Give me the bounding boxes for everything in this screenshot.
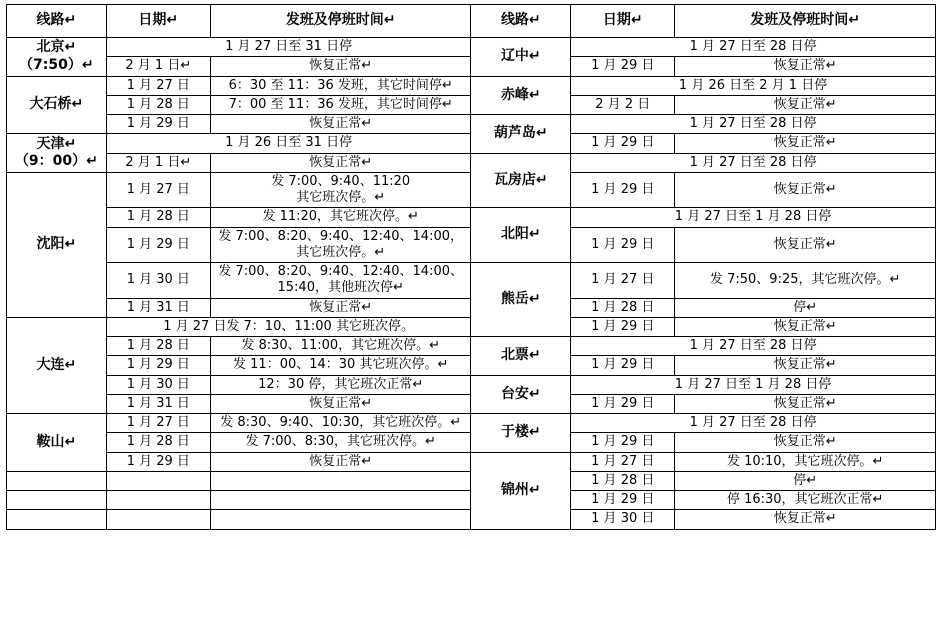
route-name-line: 赤峰↵ bbox=[500, 86, 541, 103]
schedule-info-line: 其它班次停。↵ bbox=[296, 190, 386, 205]
empty-cell bbox=[106, 491, 210, 510]
schedule-info-cell: 12：30 停，其它班次正常↵ bbox=[210, 375, 471, 394]
schedule-date-cell: 1 月 28 日 bbox=[106, 433, 210, 452]
schedule-info-cell: 恢复正常↵ bbox=[675, 172, 936, 208]
schedule-info-cell: 恢复正常↵ bbox=[675, 433, 936, 452]
route-name-cell bbox=[471, 76, 571, 115]
route-name-cell bbox=[471, 337, 571, 376]
schedule-info-cell: 发 11：00、14：30 其它班次停。↵ bbox=[210, 356, 471, 375]
empty-cell bbox=[106, 510, 210, 529]
route-name-line: 锦州↵ bbox=[500, 481, 541, 498]
schedule-info-cell: 发 8:30、9:40、10:30，其它班次停。↵ bbox=[210, 414, 471, 433]
schedule-date-cell: 2 月 1 日↵ bbox=[106, 57, 210, 76]
schedule-date-cell: 1 月 30 日 bbox=[571, 510, 675, 529]
schedule-info-cell: 恢复正常↵ bbox=[210, 57, 471, 76]
route-name-line: 北京↵ bbox=[36, 39, 77, 56]
schedule-info-cell: 发 7:00、8:30，其它班次停。↵ bbox=[210, 433, 471, 452]
empty-cell bbox=[7, 510, 107, 529]
schedule-date-cell: 1 月 29 日 bbox=[571, 172, 675, 208]
route-name-cell bbox=[7, 134, 107, 173]
schedule-date-cell: 1 月 29 日 bbox=[106, 356, 210, 375]
schedule-date-cell: 1 月 28 日 bbox=[571, 298, 675, 317]
schedule-info-cell: 停 16:30，其它班次正常↵ bbox=[675, 491, 936, 510]
schedule-note-cell: 1 月 27 日至 31 日停 bbox=[106, 38, 471, 57]
schedule-date-cell: 1 月 27 日 bbox=[106, 172, 210, 208]
schedule-date-cell: 1 月 29 日 bbox=[571, 317, 675, 336]
schedule-date-cell: 1 月 28 日 bbox=[106, 95, 210, 114]
schedule-info-line: 发 7:00、8:20、9:40、12:40、14:00， bbox=[218, 228, 463, 244]
schedule-date-cell: 1 月 27 日 bbox=[571, 452, 675, 471]
schedule-info-cell: 恢复正常↵ bbox=[675, 317, 936, 336]
schedule-info-cell: 恢复正常↵ bbox=[210, 452, 471, 471]
schedule-date-cell: 2 月 2 日 bbox=[571, 95, 675, 114]
route-name-cell bbox=[471, 153, 571, 208]
empty-cell bbox=[7, 471, 107, 490]
schedule-info-cell: 恢复正常↵ bbox=[210, 115, 471, 134]
route-name-cell bbox=[7, 172, 107, 317]
route-name-cell bbox=[471, 414, 571, 453]
schedule-info-line: 15:40，其他班次停↵ bbox=[277, 280, 404, 296]
table-row bbox=[7, 153, 936, 172]
table-row bbox=[7, 414, 936, 433]
route-name-line: 辽中↵ bbox=[500, 48, 541, 64]
schedule-info-cell: 6：30 至 11：36 发班，其它时间停↵ bbox=[210, 76, 471, 95]
route-name-cell bbox=[471, 263, 571, 337]
schedule-info-cell: 恢复正常↵ bbox=[675, 356, 936, 375]
route-name-line: 瓦房店↵ bbox=[493, 171, 548, 188]
schedule-info-cell: 恢复正常↵ bbox=[210, 153, 471, 172]
header-date-left: 日期↵ bbox=[106, 5, 210, 38]
schedule-date-cell: 1 月 29 日 bbox=[571, 491, 675, 510]
route-name-cell bbox=[7, 414, 107, 472]
schedule-info-cell bbox=[210, 263, 471, 299]
table-row bbox=[7, 76, 936, 95]
schedule-info-cell: 恢复正常↵ bbox=[675, 227, 936, 263]
route-name-cell bbox=[471, 452, 571, 529]
empty-cell bbox=[210, 471, 471, 490]
header-route-left: 线路↵ bbox=[7, 5, 107, 38]
route-name-cell bbox=[471, 38, 571, 77]
schedule-date-cell: 1 月 31 日 bbox=[106, 394, 210, 413]
route-name-line: 北阳↵ bbox=[500, 226, 541, 243]
bus-schedule-table bbox=[6, 4, 936, 530]
schedule-date-cell: 1 月 29 日 bbox=[571, 356, 675, 375]
route-name-line: （7:50）↵ bbox=[19, 56, 94, 73]
schedule-note-cell: 1 月 27 日至 28 日停 bbox=[571, 115, 936, 134]
schedule-info-cell: 停↵ bbox=[675, 471, 936, 490]
schedule-info-cell: 恢复正常↵ bbox=[675, 57, 936, 76]
schedule-note-cell: 1 月 27 日至 28 日停 bbox=[571, 414, 936, 433]
schedule-date-cell: 1 月 29 日 bbox=[571, 433, 675, 452]
schedule-note-cell: 1 月 26 日至 31 日停 bbox=[106, 134, 471, 153]
table-row bbox=[7, 115, 936, 134]
schedule-date-cell: 1 月 28 日 bbox=[106, 337, 210, 356]
schedule-date-cell: 1 月 29 日 bbox=[106, 227, 210, 263]
schedule-document bbox=[0, 4, 944, 629]
schedule-date-cell: 1 月 27 日 bbox=[571, 263, 675, 299]
header-route-right: 线路↵ bbox=[471, 5, 571, 38]
table-row bbox=[7, 263, 936, 299]
schedule-info-line: 其它班次停。↵ bbox=[296, 244, 386, 260]
schedule-date-cell: 1 月 30 日 bbox=[106, 263, 210, 299]
schedule-info-cell: 发 7:50、9:25，其它班次停。↵ bbox=[675, 263, 936, 299]
route-name-line: 葫芦岛↵ bbox=[493, 125, 548, 141]
schedule-date-cell: 1 月 31 日 bbox=[106, 298, 210, 317]
route-name-line: 熊岳↵ bbox=[500, 290, 541, 307]
schedule-date-cell: 1 月 29 日 bbox=[571, 134, 675, 153]
schedule-info-cell: 发 11:20，其它班次停。↵ bbox=[210, 208, 471, 227]
schedule-info-cell bbox=[210, 227, 471, 263]
schedule-info-cell: 恢复正常↵ bbox=[675, 510, 936, 529]
schedule-date-cell: 1 月 27 日 bbox=[106, 76, 210, 95]
schedule-table-body bbox=[7, 5, 936, 530]
route-name-line: 台安↵ bbox=[500, 385, 541, 402]
route-name-line: （9：00）↵ bbox=[14, 153, 98, 169]
table-row bbox=[7, 375, 936, 394]
schedule-date-cell: 1 月 29 日 bbox=[571, 57, 675, 76]
empty-cell bbox=[210, 491, 471, 510]
route-name-cell bbox=[7, 38, 107, 77]
route-name-line: 大石桥↵ bbox=[29, 96, 84, 113]
route-name-cell bbox=[471, 208, 571, 263]
route-name-line: 大连↵ bbox=[36, 356, 77, 373]
empty-cell bbox=[7, 491, 107, 510]
table-row bbox=[7, 38, 936, 57]
schedule-note-cell: 1 月 27 日至 28 日停 bbox=[571, 153, 936, 172]
schedule-info-line: 发 7:00、8:20、9:40、12:40、14:00、 bbox=[218, 264, 463, 279]
schedule-note-cell: 1 月 27 日至 1 月 28 日停 bbox=[571, 208, 936, 227]
schedule-info-cell: 恢复正常↵ bbox=[210, 394, 471, 413]
schedule-date-cell: 1 月 27 日 bbox=[106, 414, 210, 433]
schedule-date-cell: 1 月 29 日 bbox=[571, 227, 675, 263]
header-info-right: 发班及停班时间↵ bbox=[675, 5, 936, 38]
schedule-date-cell: 1 月 29 日 bbox=[571, 394, 675, 413]
schedule-info-line: 发 7:00、9:40、11:20 bbox=[271, 173, 411, 189]
schedule-note-cell: 1 月 26 日至 2 月 1 日停 bbox=[571, 76, 936, 95]
table-row bbox=[7, 337, 936, 356]
table-header-row bbox=[7, 5, 936, 38]
schedule-date-cell: 1 月 29 日 bbox=[106, 115, 210, 134]
schedule-date-cell: 1 月 28 日 bbox=[571, 471, 675, 490]
schedule-info-cell: 恢复正常↵ bbox=[675, 394, 936, 413]
schedule-info-cell: 恢复正常↵ bbox=[675, 95, 936, 114]
route-name-line: 于楼↵ bbox=[500, 424, 541, 440]
schedule-note-cell: 1 月 27 日发 7：10、11:00 其它班次停。 bbox=[106, 317, 471, 336]
schedule-info-cell bbox=[210, 172, 471, 208]
schedule-note-cell: 1 月 27 日至 1 月 28 日停 bbox=[571, 375, 936, 394]
schedule-date-cell: 1 月 30 日 bbox=[106, 375, 210, 394]
route-name-cell bbox=[7, 317, 107, 413]
route-name-cell bbox=[7, 76, 107, 134]
empty-cell bbox=[210, 510, 471, 529]
schedule-info-cell: 停↵ bbox=[675, 298, 936, 317]
table-row bbox=[7, 452, 936, 471]
route-name-line: 天津↵ bbox=[36, 135, 77, 152]
schedule-info-cell: 恢复正常↵ bbox=[210, 298, 471, 317]
schedule-info-cell: 7：00 至 11：36 发班，其它时间停↵ bbox=[210, 95, 471, 114]
schedule-info-cell: 发 8:30、11:00，其它班次停。↵ bbox=[210, 337, 471, 356]
route-name-line: 沈阳↵ bbox=[36, 236, 77, 252]
schedule-date-cell: 2 月 1 日↵ bbox=[106, 153, 210, 172]
schedule-note-cell: 1 月 27 日至 28 日停 bbox=[571, 337, 936, 356]
route-name-line: 鞍山↵ bbox=[36, 433, 77, 450]
empty-cell bbox=[106, 471, 210, 490]
header-date-right: 日期↵ bbox=[571, 5, 675, 38]
route-name-cell bbox=[471, 115, 571, 154]
schedule-note-cell: 1 月 27 日至 28 日停 bbox=[571, 38, 936, 57]
route-name-cell bbox=[471, 375, 571, 414]
schedule-date-cell: 1 月 28 日 bbox=[106, 208, 210, 227]
header-info-left: 发班及停班时间↵ bbox=[210, 5, 471, 38]
table-row bbox=[7, 208, 936, 227]
schedule-info-cell: 恢复正常↵ bbox=[675, 134, 936, 153]
schedule-info-cell: 发 10:10，其它班次停。↵ bbox=[675, 452, 936, 471]
schedule-date-cell: 1 月 29 日 bbox=[106, 452, 210, 471]
route-name-line: 北票↵ bbox=[500, 347, 541, 363]
